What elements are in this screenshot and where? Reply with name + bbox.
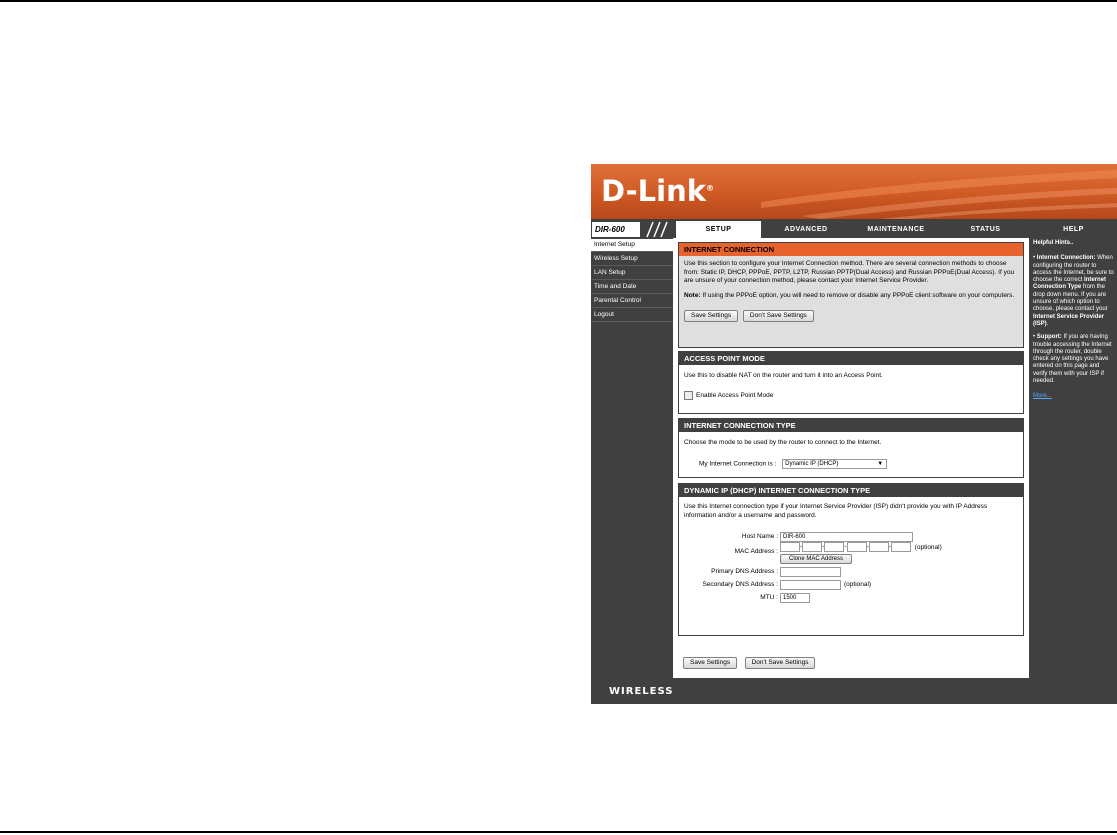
note-text bbox=[684, 292, 1018, 301]
banner-swoosh-icon bbox=[761, 164, 1117, 219]
mac-octet-6[interactable] bbox=[888, 542, 911, 552]
note-label: Note: bbox=[684, 291, 701, 299]
bottom-button-row bbox=[683, 651, 815, 669]
sidebar-item-time-and-date[interactable]: Time and Date bbox=[591, 281, 673, 294]
mac-address-fields bbox=[780, 542, 942, 552]
footer-bar bbox=[591, 678, 1117, 704]
sidebar-item-internet-setup[interactable]: Internet Setup bbox=[591, 239, 673, 252]
section-title: INTERNET CONNECTION bbox=[679, 243, 1023, 256]
secondary-dns-input[interactable] bbox=[780, 580, 841, 590]
section-body bbox=[679, 365, 1023, 404]
clone-mac-wrap bbox=[780, 554, 852, 564]
help-title: Helpful Hints.. bbox=[1033, 240, 1074, 246]
section-body bbox=[679, 432, 1023, 473]
mac-octet-4[interactable] bbox=[847, 542, 867, 552]
section-body bbox=[679, 256, 1023, 326]
internet-connection-section bbox=[678, 242, 1024, 348]
connection-type-desc: Choose the mode to be used by the router to connect to the Internet. bbox=[684, 439, 882, 446]
mac-optional-text: (optional) bbox=[914, 543, 942, 551]
section-title: DYNAMIC IP (DHCP) INTERNET CONNECTION TYPE bbox=[679, 484, 1023, 497]
section-title: INTERNET CONNECTION TYPE bbox=[679, 419, 1023, 432]
secondary-dns-label: Secondary DNS Address : bbox=[702, 581, 778, 588]
top-nav bbox=[591, 221, 1117, 238]
help-text-1b: from the drop down menu. If you are unsure of which option to choose, please contact your bbox=[1033, 284, 1108, 313]
dlink-logo: D-Link® bbox=[601, 174, 714, 208]
tab-advanced[interactable]: ADVANCED bbox=[784, 226, 828, 233]
model-badge: DIR-600 bbox=[592, 222, 640, 237]
help-bold-2: Internet Service Provider (ISP) bbox=[1033, 313, 1105, 327]
mac-address-label: MAC Address : bbox=[734, 548, 778, 555]
host-name-label: Host Name : bbox=[741, 533, 778, 540]
section-body bbox=[679, 497, 1023, 640]
sidebar-item-parental-control[interactable]: Parental Control bbox=[591, 295, 673, 308]
intro-text: Use this section to configure your Internet Connection method. There are several connection methods to choose from: Static IP, DHCP, PPPoE, PPTP, L2TP, Russian PPTP(Dual Access) and Russian PPPoE(Dual Access). If you are unsure of your connection method, please contact your Internet Service Provider. bbox=[684, 260, 1015, 284]
mac-separator: - bbox=[822, 543, 825, 551]
dhcp-desc: Use this Internet connection type if your Internet Service Provider (ISP) didn't provide you with IP Address information and/or a username and password. bbox=[684, 503, 988, 519]
router-admin-screenshot bbox=[591, 164, 1117, 704]
save-settings-button-bottom[interactable]: Save Settings bbox=[683, 657, 737, 669]
help-bold-1: Internet Connection Type bbox=[1033, 277, 1107, 291]
chevron-down-icon: ▼ bbox=[877, 460, 884, 467]
clone-mac-address-button[interactable]: Clone MAC Address bbox=[780, 554, 852, 564]
help-more-link[interactable]: More... bbox=[1033, 393, 1052, 400]
access-point-row bbox=[684, 391, 1018, 401]
wireless-logo: WIRELESS bbox=[609, 686, 674, 697]
header-banner bbox=[591, 164, 1117, 219]
help-heading-2: Support: bbox=[1036, 334, 1062, 341]
section-title: ACCESS POINT MODE bbox=[679, 352, 1023, 365]
connection-type-select[interactable] bbox=[782, 459, 887, 469]
mtu-input[interactable]: 1500 bbox=[780, 593, 810, 603]
sidebar-menu bbox=[591, 239, 673, 323]
tab-setup[interactable]: SETUP bbox=[676, 221, 761, 238]
secondary-optional-text: (optional) bbox=[844, 581, 872, 588]
help-heading-1: Internet Connection: bbox=[1036, 255, 1096, 262]
connection-select-label: My Internet Connection is : bbox=[699, 460, 777, 468]
dont-save-settings-button[interactable]: Don't Save Settings bbox=[743, 310, 814, 322]
mac-separator: - bbox=[800, 543, 803, 551]
sidebar-item-lan-setup[interactable]: LAN Setup bbox=[591, 267, 673, 280]
page-bottom-rule bbox=[0, 831, 1117, 833]
save-settings-button[interactable]: Save Settings bbox=[684, 310, 738, 322]
model-slash-icon bbox=[641, 221, 673, 238]
mac-separator: - bbox=[844, 543, 847, 551]
internet-connection-type-section bbox=[678, 418, 1024, 478]
host-name-input[interactable]: DIR-600 bbox=[780, 532, 913, 542]
button-row bbox=[684, 310, 1018, 322]
help-panel bbox=[1030, 238, 1117, 678]
mac-separator: - bbox=[888, 543, 891, 551]
dhcp-connection-section bbox=[678, 483, 1024, 636]
primary-dns-input[interactable] bbox=[780, 567, 841, 577]
connection-select-row bbox=[684, 459, 1018, 469]
note-body: If using the PPPoE option, you will need to remove or disable any PPPoE client software on your computers. bbox=[702, 291, 1015, 299]
primary-dns-label: Primary DNS Address : bbox=[711, 568, 778, 575]
tab-status[interactable]: STATUS bbox=[970, 226, 1001, 233]
tab-maintenance[interactable]: MAINTENANCE bbox=[867, 226, 925, 233]
sidebar-item-logout[interactable]: Logout bbox=[591, 309, 673, 322]
mac-octet-2[interactable] bbox=[802, 542, 825, 552]
dont-save-settings-button-bottom[interactable]: Don't Save Settings bbox=[745, 657, 816, 669]
mtu-label: MTU : bbox=[760, 594, 778, 601]
mac-octet-3[interactable] bbox=[824, 542, 847, 552]
mac-octet-5[interactable] bbox=[866, 542, 889, 552]
help-text-1: When configuring the router to access the Internet, be sure to choose the correct bbox=[1033, 255, 1114, 284]
access-point-checkbox[interactable] bbox=[684, 391, 693, 400]
sidebar-item-wireless-setup[interactable]: Wireless Setup bbox=[591, 253, 673, 266]
tab-help[interactable]: HELP bbox=[1063, 226, 1084, 233]
connection-type-value: Dynamic IP (DHCP) bbox=[785, 460, 839, 467]
access-point-desc: Use this to disable NAT on the router and turn it into an Access Point. bbox=[684, 372, 883, 379]
main-content bbox=[673, 238, 1029, 678]
page-top-rule bbox=[0, 0, 1117, 2]
help-internet-connection: • Internet Connection: When configuring the router to access the Internet, be sure to choose the correct Internet Connection Type from the drop down menu. If you are unsure of which option to choose, please contact your Internet Service Provider (ISP). bbox=[1033, 255, 1114, 327]
access-point-mode-section bbox=[678, 351, 1024, 414]
access-point-checkbox-label: Enable Access Point Mode bbox=[696, 391, 774, 399]
help-support: • Support: If you are having trouble accessing the Internet through the router, double check any settings you have entered on this page and verify them with your ISP if needed. bbox=[1033, 334, 1112, 385]
help-text-2: If you are having trouble accessing the Internet through the router, double check any settings you have entered on this page and verify them with your ISP if needed. bbox=[1033, 334, 1112, 385]
mac-octet-1[interactable] bbox=[780, 542, 803, 552]
mac-separator: - bbox=[866, 543, 869, 551]
